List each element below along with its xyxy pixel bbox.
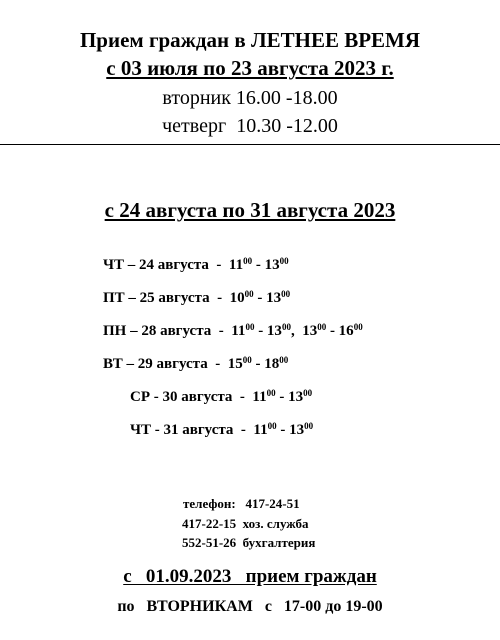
schedule-time-minutes: 00 xyxy=(281,322,291,333)
divider-line xyxy=(0,144,500,145)
schedule-time: - 13 xyxy=(275,389,304,405)
schedule-time: 11 xyxy=(231,323,246,339)
september-announcement: с 01.09.2023 прием граждан xyxy=(123,566,377,587)
phone-accounting: 552-51-26 бухгалтерия xyxy=(182,535,316,550)
august-period: с 24 августа по 31 августа 2023 xyxy=(104,198,396,222)
schedule-time: , 13 xyxy=(290,323,318,339)
schedule-day: ПТ – 25 августа - xyxy=(103,290,230,306)
schedule-time: - 13 xyxy=(252,257,280,273)
schedule-row xyxy=(130,422,313,439)
schedule-time-minutes: 00 xyxy=(266,388,276,399)
schedule-day: СР - 30 августа - xyxy=(130,389,253,405)
schedule-time-minutes: 00 xyxy=(245,322,255,333)
schedule-time: 15 xyxy=(227,356,243,372)
schedule-time: - 18 xyxy=(251,356,280,372)
phone-maintenance: 417-22-15 хоз. служба xyxy=(182,516,309,531)
schedule-row xyxy=(103,257,289,274)
schedule-time: - 16 xyxy=(326,323,354,339)
schedule-time: 11 xyxy=(228,257,244,273)
summer-hours-tuesday: вторник 16.00 -18.00 xyxy=(162,87,338,109)
schedule-time: 11 xyxy=(253,422,268,438)
schedule-time-minutes: 00 xyxy=(353,322,363,333)
schedule-day: ЧТ - 31 августа - xyxy=(130,422,254,438)
schedule-time-minutes: 00 xyxy=(279,256,289,267)
schedule-row xyxy=(103,356,288,373)
schedule-time: 11 xyxy=(252,389,267,405)
summer-hours-thursday: четверг 10.30 -12.00 xyxy=(162,115,338,137)
september-hours: по ВТОРНИКАМ с 17-00 до 19-00 xyxy=(117,598,383,615)
schedule-time-minutes: 00 xyxy=(303,388,313,399)
schedule-time-minutes: 00 xyxy=(304,421,314,432)
schedule-time: - 13 xyxy=(276,422,305,438)
summer-title: Прием граждан в ЛЕТНЕЕ ВРЕМЯ xyxy=(79,28,421,52)
schedule-row xyxy=(130,389,312,406)
schedule-time-minutes: 00 xyxy=(242,355,252,366)
schedule-time-minutes: 00 xyxy=(243,256,253,267)
schedule-time: - 13 xyxy=(254,323,282,339)
schedule-row xyxy=(103,323,363,340)
schedule-day: ЧТ – 24 августа - xyxy=(103,257,229,273)
schedule-time-minutes: 00 xyxy=(281,289,291,300)
phone-line xyxy=(183,496,300,512)
schedule-time: - 13 xyxy=(253,290,282,306)
schedule-time-minutes: 00 xyxy=(267,421,277,432)
schedule-time-minutes: 00 xyxy=(244,289,254,300)
summer-period: с 03 июля по 23 августа 2023 г. xyxy=(106,56,394,80)
schedule-time-minutes: 00 xyxy=(317,322,327,333)
schedule-time-minutes: 00 xyxy=(279,355,289,366)
schedule-day: ВТ – 29 августа - xyxy=(103,356,228,372)
schedule-time: 10 xyxy=(229,290,245,306)
phone-label: телефон: xyxy=(183,496,236,511)
phone-number: 417-24-51 xyxy=(245,496,300,511)
schedule-row xyxy=(103,290,290,307)
schedule-day: ПН – 28 августа - xyxy=(103,323,232,339)
